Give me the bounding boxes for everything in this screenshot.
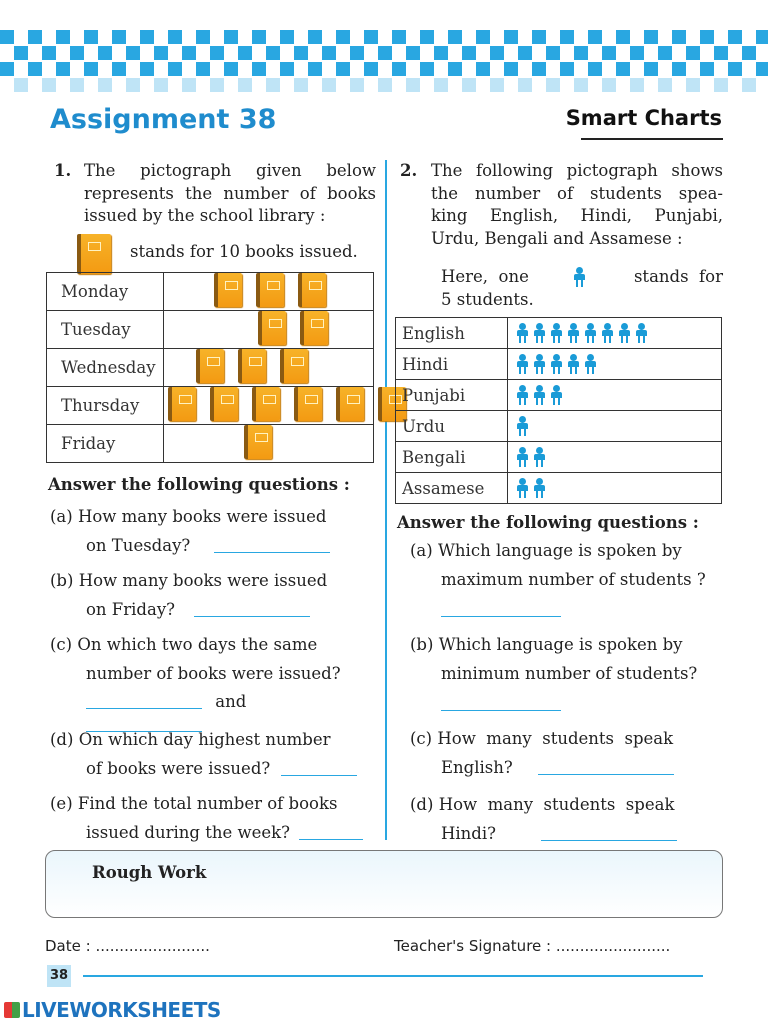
checker-square [742, 46, 756, 60]
book-icon [298, 273, 326, 307]
checker-square [140, 30, 154, 44]
book-icon [300, 311, 328, 345]
brand-logo [4, 998, 221, 1022]
student-icon [635, 323, 647, 343]
checker-square [14, 78, 28, 92]
students-cell [508, 349, 722, 380]
question-text: issued during the week? [86, 822, 290, 842]
question-text: on Tuesday? [86, 535, 191, 555]
q2-question-d: (d) How many students speak Hindi? [410, 794, 724, 845]
checker-square [700, 30, 714, 44]
question-text: How many students speak [437, 729, 674, 748]
answer-blank[interactable] [86, 708, 202, 709]
language-label: English [396, 318, 508, 349]
checker-square [350, 78, 364, 92]
checker-square [644, 62, 658, 76]
student-icon [533, 478, 545, 498]
day-label: Thursday [47, 387, 164, 425]
answer-blank[interactable] [441, 710, 561, 711]
q1-key-text: stands for 10 books issued. [130, 242, 358, 261]
book-icon [168, 387, 196, 421]
student-icon [516, 354, 528, 374]
language-label: Urdu [396, 411, 508, 442]
checker-square [476, 30, 490, 44]
book-icon [244, 425, 272, 459]
question-text: minimum number of students? [441, 663, 698, 683]
checker-square [112, 62, 126, 76]
q2-intro-line: The following pictograph shows [431, 161, 723, 180]
checker-square [84, 62, 98, 76]
checker-square [574, 78, 588, 92]
student-icon [550, 354, 562, 374]
checker-square [336, 30, 350, 44]
checker-square [182, 78, 196, 92]
checker-row [0, 62, 768, 76]
student-icon [567, 354, 579, 374]
student-icon [533, 447, 545, 467]
q1-questions-heading: Answer the following questions : [48, 475, 350, 494]
checker-square [224, 30, 238, 44]
q1-number: 1. [54, 161, 72, 180]
checker-square [518, 78, 532, 92]
day-label: Wednesday [47, 349, 164, 387]
rough-work-box[interactable] [45, 850, 723, 918]
checker-square [714, 78, 728, 92]
checker-square [70, 46, 84, 60]
page-number: 38 [47, 965, 71, 987]
signature-dots: ........................ [555, 937, 671, 955]
student-icon [550, 323, 562, 343]
checker-square [98, 46, 112, 60]
checker-square [126, 46, 140, 60]
checker-square [434, 46, 448, 60]
q2-questions-heading: Answer the following questions : [397, 513, 699, 532]
q2-intro-line: Urdu, Bengali and Assamese : [431, 228, 683, 248]
answer-blank[interactable] [299, 839, 363, 840]
book-icon [238, 349, 266, 383]
students-cell [508, 473, 722, 504]
checker-square [364, 62, 378, 76]
checker-square [56, 30, 70, 44]
checker-square [336, 62, 350, 76]
answer-blank[interactable] [441, 616, 561, 617]
brand-icon [4, 1002, 20, 1018]
student-icon [573, 267, 585, 287]
page-bar [83, 975, 703, 977]
checker-square [14, 46, 28, 60]
students-cell [508, 318, 722, 349]
checker-square [266, 78, 280, 92]
student-icon [601, 323, 613, 343]
date-label: Date : [45, 937, 91, 955]
checker-square [98, 78, 112, 92]
language-label: Assamese [396, 473, 508, 504]
students-cell [508, 411, 722, 442]
date-field [45, 937, 210, 955]
book-icon [210, 387, 238, 421]
book-icon [214, 273, 242, 307]
checker-square [560, 62, 574, 76]
checker-square [532, 62, 546, 76]
checker-square [28, 62, 42, 76]
answer-blank[interactable] [281, 775, 357, 776]
student-icon [567, 323, 579, 343]
book-icon [294, 387, 322, 421]
checker-square [378, 78, 392, 92]
signature-label: Teacher's Signature : [394, 937, 552, 955]
checker-square [588, 30, 602, 44]
checker-square [112, 30, 126, 44]
student-icon [584, 354, 596, 374]
q1-question-b: (b) How many books were issued on Friday? [50, 571, 328, 619]
joiner-text: and [215, 692, 247, 711]
checker-square [364, 30, 378, 44]
student-icon [516, 323, 528, 343]
question-text: How many students speak [438, 795, 675, 814]
checker-square [728, 62, 742, 76]
book-icon [196, 349, 224, 383]
day-label: Friday [47, 425, 164, 463]
languages-pictograph [395, 317, 722, 504]
question-text: How many books were issued [78, 571, 328, 590]
checker-square [756, 62, 768, 76]
rough-work-label: Rough Work [92, 863, 207, 882]
checker-square [658, 46, 672, 60]
checker-square [280, 62, 294, 76]
checker-square [630, 78, 644, 92]
checker-row [14, 46, 768, 60]
checker-square [154, 46, 168, 60]
topic-underline [581, 138, 723, 140]
checker-square [504, 30, 518, 44]
answer-blank[interactable] [541, 840, 677, 841]
checker-square [434, 78, 448, 92]
checker-square [280, 30, 294, 44]
checker-square [714, 46, 728, 60]
checker-square [224, 62, 238, 76]
answer-blank[interactable] [538, 774, 674, 775]
checker-square [560, 30, 574, 44]
signature-field [394, 937, 670, 955]
q2-key-text: 5 students. [441, 289, 534, 309]
question-text: Hindi? [441, 823, 496, 843]
checker-square [392, 62, 406, 76]
checker-square [378, 46, 392, 60]
question-text: maximum number of students ? [441, 569, 706, 589]
book-icon [77, 234, 111, 274]
q2-key [441, 266, 723, 311]
checker-square [168, 30, 182, 44]
checker-square [238, 46, 252, 60]
question-text: on Friday? [86, 599, 175, 619]
checker-square [84, 30, 98, 44]
checker-square [252, 62, 266, 76]
q1-intro [84, 160, 376, 228]
student-icon [533, 354, 545, 374]
checker-square [196, 62, 210, 76]
checker-square [420, 30, 434, 44]
checker-square [532, 30, 546, 44]
q2-key-text: Here, one [441, 267, 529, 286]
question-text: How many books were issued [77, 507, 327, 526]
checker-square [644, 30, 658, 44]
checker-square [574, 46, 588, 60]
checker-square [546, 78, 560, 92]
question-text: English? [441, 757, 513, 777]
checker-square [658, 78, 672, 92]
q2-question-a: (a) Which language is spoken by maximum number of students ? [410, 540, 724, 622]
checker-square [448, 30, 462, 44]
checker-square [462, 46, 476, 60]
page-title: Assignment 38 [50, 104, 277, 135]
checker-square [294, 78, 308, 92]
q2-question-b: (b) Which language is spoken by minimum number of students? [410, 634, 724, 716]
checker-square [490, 46, 504, 60]
checker-square [0, 30, 14, 44]
q2-intro [431, 160, 723, 250]
checker-square [588, 62, 602, 76]
checker-square [700, 62, 714, 76]
checker-square [210, 78, 224, 92]
checker-square [238, 78, 252, 92]
checker-square [308, 30, 322, 44]
book-icon [252, 387, 280, 421]
q2-number: 2. [400, 161, 418, 180]
brand-text: LIVEWORKSHEETS [22, 998, 221, 1022]
q2-intro-line: king English, Hindi, Punjabi, [431, 206, 723, 225]
question-text: Find the total number of books [77, 794, 338, 813]
checker-square [490, 78, 504, 92]
checker-square [42, 46, 56, 60]
language-label: Bengali [396, 442, 508, 473]
q1-question-e: (e) Find the total number of books issued during the week? [50, 793, 374, 844]
checker-square [70, 78, 84, 92]
checker-square [140, 62, 154, 76]
q1-intro-line: represents the number of books [84, 183, 376, 203]
checker-square [476, 62, 490, 76]
book-icon [258, 311, 286, 345]
checker-square [462, 78, 476, 92]
checker-square [686, 46, 700, 60]
checker-square [406, 46, 420, 60]
checker-square [406, 78, 420, 92]
students-cell [508, 442, 722, 473]
student-icon [584, 323, 596, 343]
checker-square [126, 78, 140, 92]
checker-square [42, 78, 56, 92]
student-icon [533, 385, 545, 405]
checker-square [168, 62, 182, 76]
checker-square [602, 78, 616, 92]
checker-square [182, 46, 196, 60]
student-icon [550, 385, 562, 405]
checker-square [210, 46, 224, 60]
checker-square [196, 30, 210, 44]
book-icon [280, 349, 308, 383]
checker-border [0, 30, 768, 94]
q1-question-a: (a) How many books were issued on Tuesday? [50, 506, 374, 557]
books-cell [164, 349, 374, 387]
day-label: Monday [47, 273, 164, 311]
checker-square [630, 46, 644, 60]
book-icon [256, 273, 284, 307]
q1-question-c: (c) On which two days the same number of books were issued? and [50, 634, 374, 736]
checker-square [686, 78, 700, 92]
checker-row [0, 30, 768, 44]
checker-row [14, 78, 768, 92]
checker-square [322, 78, 336, 92]
checker-square [504, 62, 518, 76]
answer-blank[interactable] [194, 616, 310, 617]
book-icon [336, 387, 364, 421]
q2-question-c: (c) How many students speak English? [410, 729, 674, 777]
checker-square [616, 62, 630, 76]
topic-title: Smart Charts [565, 106, 722, 130]
question-text: Which language is spoken by [438, 635, 683, 654]
language-label: Hindi [396, 349, 508, 380]
date-dots: ........................ [95, 937, 210, 955]
checker-square [546, 46, 560, 60]
answer-blank[interactable] [214, 552, 330, 553]
checker-square [0, 62, 14, 76]
student-icon [618, 323, 630, 343]
checker-square [742, 78, 756, 92]
checker-square [518, 46, 532, 60]
question-text: of books were issued? [86, 758, 271, 778]
checker-square [56, 62, 70, 76]
students-cell [508, 380, 722, 411]
checker-square [294, 46, 308, 60]
q2-intro-line: the number of students spea- [431, 183, 723, 203]
checker-square [266, 46, 280, 60]
checker-square [350, 46, 364, 60]
q1-question-d: (d) On which day highest number of books were issued? [50, 729, 374, 780]
question-text: On which day highest number [78, 730, 331, 749]
checker-square [672, 62, 686, 76]
q1-intro-line: The pictograph given below [84, 161, 376, 180]
checker-square [602, 46, 616, 60]
question-text: Which language is spoken by [437, 541, 682, 560]
checker-square [308, 62, 322, 76]
student-icon [516, 478, 528, 498]
q2-key-text: stands for [633, 267, 723, 286]
checker-square [252, 30, 266, 44]
column-divider [385, 160, 387, 840]
student-icon [516, 447, 528, 467]
checker-square [154, 78, 168, 92]
question-text: On which two days the same [77, 635, 318, 654]
checker-square [672, 30, 686, 44]
student-icon [516, 416, 528, 436]
checker-square [616, 30, 630, 44]
student-icon [516, 385, 528, 405]
checker-square [756, 30, 768, 44]
checker-square [728, 30, 742, 44]
checker-square [28, 30, 42, 44]
checker-square [420, 62, 434, 76]
language-label: Punjabi [396, 380, 508, 411]
checker-square [322, 46, 336, 60]
checker-square [392, 30, 406, 44]
q1-intro-line: issued by the school library : [84, 206, 326, 225]
checker-square [448, 62, 462, 76]
student-icon [533, 323, 545, 343]
question-text: number of books were issued? [86, 663, 341, 683]
day-label: Tuesday [47, 311, 164, 349]
